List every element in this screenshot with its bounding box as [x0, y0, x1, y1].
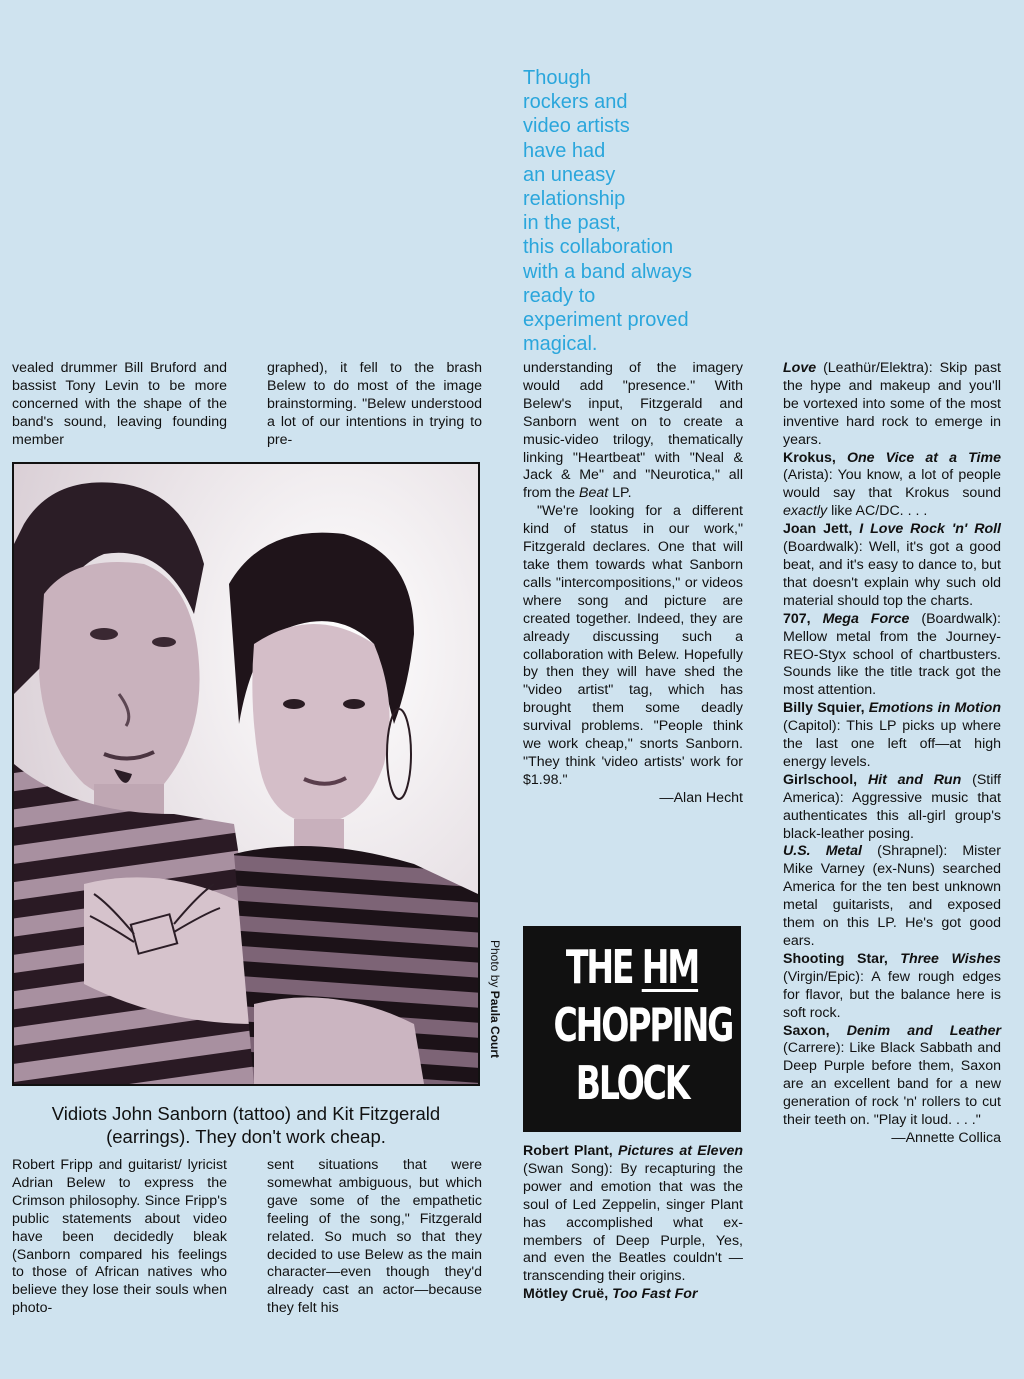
byline: —Alan Hecht — [659, 789, 743, 806]
pull-quote-line: this collaboration — [523, 236, 674, 259]
body-text: "We're looking for a different kind of status in our work," Fitzgerald declares. One that will take them towards what Sanborn calls "intercompositions," or videos where song and picture are created together. Indeed, they are already discussing such a collaboration with Belew. Hopefully by then they will have shed the "video artist" tag, which has brought them some deadly survival problems. "People think we work cheap," snorts Sanborn. "They think 'video artists' work for $1.98." — [523, 503, 743, 788]
column-1-bottom — [12, 1157, 227, 1318]
byline: —Annette Collica — [891, 1129, 1001, 1146]
pull-quote-line: an uneasy — [523, 163, 616, 186]
pull-quote-line: magical. — [523, 333, 598, 356]
body-text: understanding of the imagery would add "presence." With Belew's input, Fitzgerald and Sanborn went on to create a music-video trilogy, thematically linking "Heartbeat" with "Neal & Jack & Me" and "Neurotica," all from the Beat LP. — [523, 360, 743, 502]
review-item: Love (Leathür/Elektra): Skip past the hype and makeup and you'll be vortexed into some of the most inventive hard rock to emerge in years. — [783, 360, 1001, 448]
review-item: Billy Squier, Emotions in Motion (Capitol): This LP picks up where the last one left off—at high energy levels. — [783, 700, 1001, 770]
photo-caption — [12, 1102, 480, 1148]
body-text: graphed), it fell to the brash Belew to do most of the image brainstorming. "Belew understood a lot of our intentions in trying to pre- — [267, 360, 482, 448]
column-4-reviews — [783, 360, 1001, 1148]
pull-quote — [523, 66, 753, 356]
column-3-article — [523, 360, 743, 808]
pull-quote-line: in the past, — [523, 212, 621, 235]
photo-illustration — [14, 464, 478, 1084]
review-item: U.S. Metal (Shrapnel): Mister Mike Varney (ex-Nuns) searched America for the ten best unknown metal guitarists, and exposed them on this LP. He's got good ears. — [783, 843, 1001, 949]
pull-quote-line: experiment proved — [523, 309, 689, 332]
review-item: Girlschool, Hit and Run (Stiff America): Aggressive music that authenticates this all-girl group's black-leather posing. — [783, 771, 1001, 842]
body-text: sent situations that were somewhat ambiguous, but which gave some of the empathetic feeling of the song," Fitzgerald related. So much so that they decided to use Belew as the main character—even though they'd already cast an actor—because they felt his — [267, 1157, 482, 1317]
photo-credit-name: Paula Court — [488, 990, 502, 1059]
body-text: Robert Fripp and guitarist/ lyricist Adrian Belew to express the Crimson philosophy. Since Fripp's public statements about video have been decidedly bleak (Sanborn compared his feelings to those of African natives who believe they lose their souls when photo- — [12, 1157, 227, 1317]
pull-quote-line: with a band always — [523, 260, 692, 283]
photo-credit — [484, 940, 502, 1090]
caption-line: (earrings). They don't work cheap. — [106, 1126, 386, 1147]
photo — [12, 462, 480, 1086]
review-item: Saxon, Denim and Leather (Carrere): Like Black Sabbath and Deep Purple before them, Saxon are an excellent band for a new generation of rock 'n' rollers to cut their teeth on. "Play it loud. . . ." — [783, 1022, 1001, 1129]
chopping-block-heading: THE HM CHOPPING BLOCK — [523, 926, 741, 1132]
pull-quote-line: rockers and — [523, 91, 628, 114]
review-item: Shooting Star, Three Wishes (Virgin/Epic): A few rough edges for flavor, but the balance here is soft rock. — [783, 950, 1002, 1021]
pull-quote-line: video artists — [523, 115, 630, 138]
photo-credit-prefix: Photo by — [488, 940, 502, 991]
pull-quote-line: relationship — [523, 188, 626, 211]
caption-line: Vidiots John Sanborn (tattoo) and Kit Fitzgerald — [51, 1103, 441, 1124]
column-3-reviews — [523, 1143, 743, 1304]
heading-line: CHOPPING — [553, 998, 733, 1052]
pull-quote-line: Though — [523, 67, 591, 89]
review-item: Krokus, One Vice at a Time (Arista): You know, a lot of people would say that Krokus sound exactly like AC/DC. . . . — [783, 449, 1001, 520]
pull-quote-line: ready to — [523, 284, 596, 307]
column-2-bottom — [267, 1157, 482, 1318]
column-2-top — [267, 360, 482, 450]
review-item: 707, Mega Force (Boardwalk): Mellow metal from the Journey-REO-Styx school of chartbusters. Sounds like the title track got the most attention. — [783, 610, 1002, 699]
heading-line: BLOCK — [575, 1056, 689, 1110]
review-item: Robert Plant, Pictures at Eleven (Swan Song): By recapturing the power and emotion that was the soul of Led Zeppelin, singer Plant has accomplished what ex-members of Deep Purple, Yes, and even the Beatles couldn't — transcending their origins. — [523, 1143, 744, 1285]
review-item: Joan Jett, I Love Rock 'n' Roll (Boardwalk): Well, it's got a good beat, and it's easy to dance to, but that doesn't explain why such old material should top the charts. — [783, 521, 1001, 609]
pull-quote-line: have had — [523, 139, 606, 162]
body-text: vealed drummer Bill Bruford and bassist Tony Levin to be more concerned with the shape of the band's sound, leaving founding member — [12, 360, 227, 448]
review-item: Mötley Cruë, Too Fast For — [523, 1286, 698, 1303]
column-1-top — [12, 360, 227, 450]
